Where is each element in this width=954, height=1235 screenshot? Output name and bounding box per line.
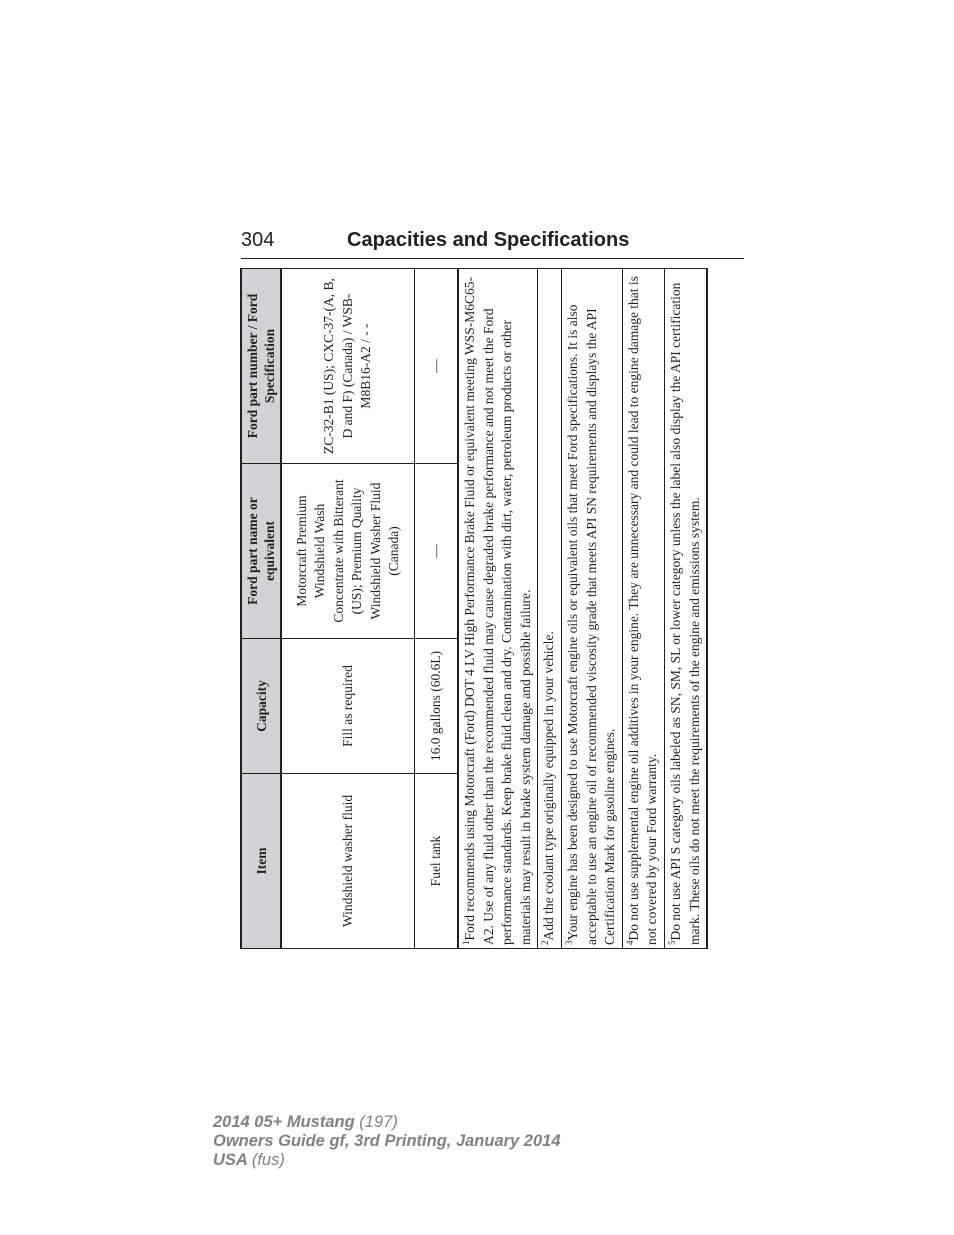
footer-line-market — [213, 1151, 561, 1170]
column-header-part-name: Ford part name or equivalent — [241, 464, 281, 639]
cell-capacity: 16.0 gallons (60.6L) — [415, 639, 459, 774]
column-header-part-number: Ford part number / Ford Specification — [241, 269, 281, 464]
footnote-mark: 3 — [563, 940, 574, 945]
footnote-text: Do not use API S category oils labeled as SN, SM, SL or lower category unless the label also display the API certification mark. These oils do not meet the requirements of the engine and emissions system. — [667, 282, 702, 945]
footnote-mark: 5 — [666, 940, 677, 945]
footnote-text: Add the coolant type originally equipped in your vehicle. — [541, 631, 557, 941]
footer-line-model — [213, 1113, 561, 1132]
footnote-text: Ford recommends using Motorcraft (Ford) DOT 4 LV High Performance Brake Fluid or equivalent meeting WSS-M6C65-A2. Use of any fluid other than the recommended fluid may cause degraded brake performance and not meet the Ford performance standards. Keep brake fluid clean and dry. Contamination with dirt, water, petroleum products or other materials may result in brake system damage and possible failure. — [462, 276, 533, 945]
footnote-row — [664, 269, 707, 949]
footnote — [622, 269, 664, 949]
footer-market-code: (fus) — [251, 1151, 285, 1169]
column-header-capacity: Capacity — [241, 639, 281, 774]
footnote-mark: 1 — [461, 940, 471, 945]
cell-part-number: ZC-32-B1 (US); CXC-37-(A, B, D and F) (Canada) / WSB-M8B16-A2 / - - — [281, 269, 415, 464]
table-row — [281, 269, 415, 949]
specifications-table-rotated — [240, 269, 721, 949]
footnote-row — [458, 269, 538, 949]
cell-part-name: Motorcraft Premium Windshield Wash Concentrate with Bitterant (US); Premium Quality Windshield Washer Fluid (Canada) — [281, 464, 415, 639]
document-footer — [213, 1113, 561, 1170]
footnote-text: Do not use supplemental engine oil additives in your engine. They are unnecessary and could lead to engine damage that is not covered by your Ford warranty. — [625, 276, 660, 945]
cell-item: Fuel tank — [415, 774, 459, 949]
table-row — [415, 269, 459, 949]
footer-line-guide: Owners Guide gf, 3rd Printing, January 2014 — [213, 1132, 561, 1150]
footnote-row — [561, 269, 622, 949]
footnote-row — [622, 269, 664, 949]
footnote-mark: 2 — [540, 940, 551, 945]
footnote-row — [538, 269, 562, 949]
cell-item: Windshield washer fluid — [281, 774, 415, 949]
footer-model: 2014 05+ Mustang — [213, 1113, 355, 1131]
footnote-mark: 4 — [624, 940, 635, 945]
cell-part-number: — — [415, 269, 459, 464]
column-header-item: Item — [241, 774, 281, 949]
footnote — [458, 269, 538, 949]
specifications-table — [240, 268, 708, 949]
cell-part-name: — — [415, 464, 459, 639]
cell-capacity: Fill as required — [281, 639, 415, 774]
page-number: 304 — [241, 229, 275, 251]
table-header-row — [241, 269, 281, 949]
footnote — [538, 269, 562, 949]
footer-model-code: (197) — [359, 1113, 398, 1131]
footnote — [664, 269, 707, 949]
footer-market: USA — [213, 1151, 248, 1169]
section-title: Capacities and Specifications — [347, 229, 630, 251]
header-divider — [241, 258, 744, 259]
footnote-text: Your engine has been designed to use Motorcraft engine oils or equivalent oils that meet Ford specifications. It is also acceptable to use an engine oil of recommended viscosity grade that meets API SN requirements and displays the API Certification Mark for gasoline engines. — [564, 304, 618, 945]
footnote — [561, 269, 622, 949]
